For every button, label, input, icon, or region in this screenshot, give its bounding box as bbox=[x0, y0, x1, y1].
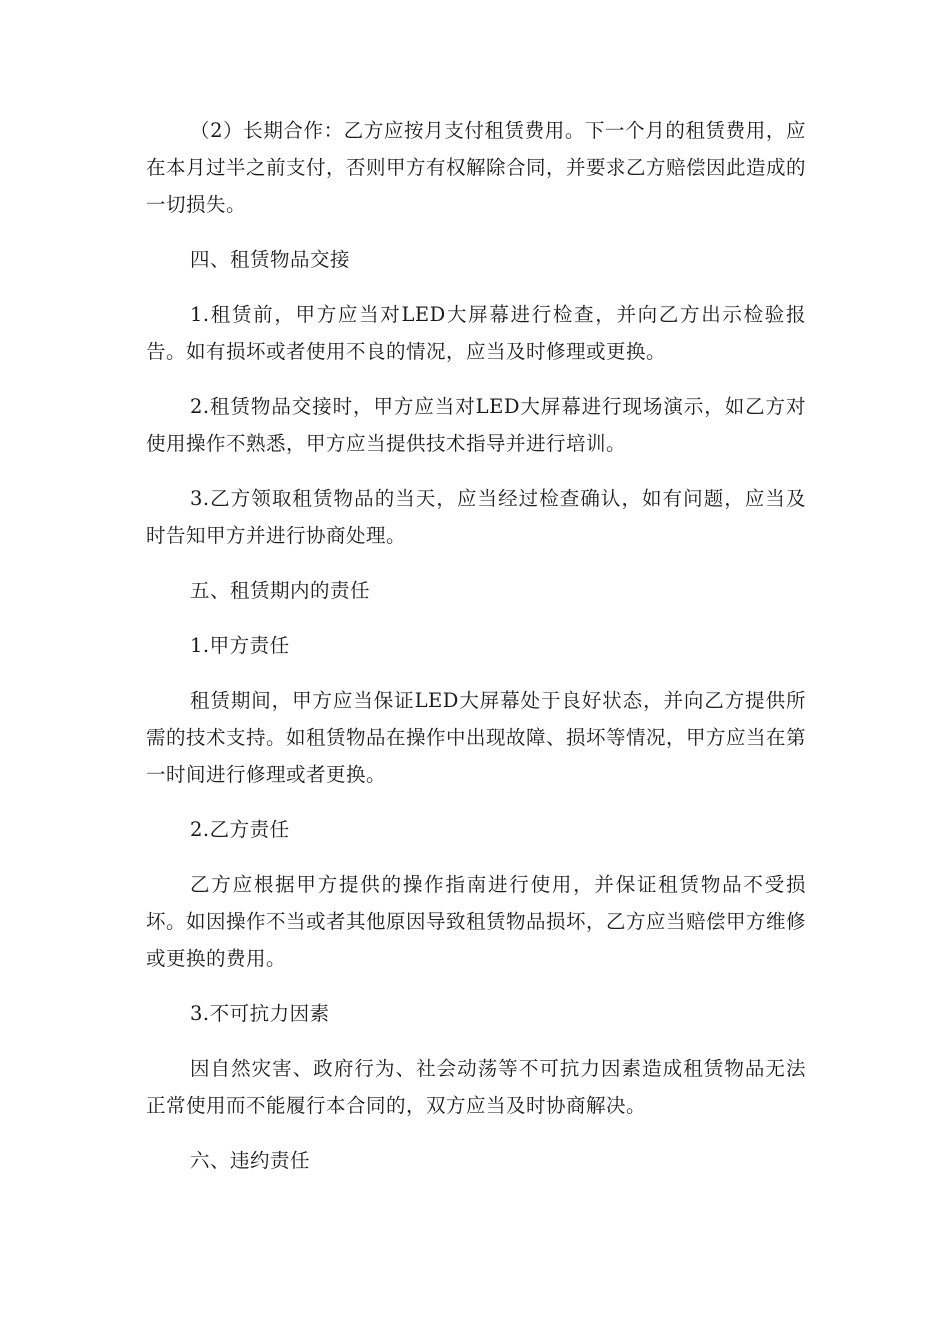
subheading-5-3: 3.不可抗力因素 bbox=[190, 1002, 330, 1025]
paragraph-long-term-payment: （2）长期合作：乙方应按月支付租赁费用。下一个月的租赁费用，应在本月过半之前支付，否则甲方有权解除合同，并要求乙方赔偿因此造成的一切损失。 bbox=[146, 119, 807, 216]
paragraph-4-3: 3.乙方领取租赁物品的当天，应当经过检查确认，如有问题，应当及时告知甲方并进行协商处理。 bbox=[146, 487, 806, 547]
paragraph-5-3: 因自然灾害、政府行为、社会动荡等不可抗力因素造成租赁物品无法正常使用而不能履行本合同的，双方应当及时协商解决。 bbox=[146, 1057, 806, 1117]
section-heading-4: 四、租赁物品交接 bbox=[190, 248, 351, 271]
paragraph-5-2: 乙方应根据甲方提供的操作指南进行使用，并保证租赁物品不受损坏。如因操作不当或者其他原因导致租赁物品损坏，乙方应当赔偿甲方维修或更换的费用。 bbox=[146, 873, 807, 970]
subheading-5-2: 2.乙方责任 bbox=[190, 818, 290, 841]
paragraph-4-1: 1.租赁前，甲方应当对LED大屏幕进行检查，并向乙方出示检验报告。如有损坏或者使用不良的情况，应当及时修理或更换。 bbox=[146, 303, 806, 363]
paragraph-5-1: 租赁期间，甲方应当保证LED大屏幕处于良好状态，并向乙方提供所需的技术支持。如租赁物品在操作中出现故障、损坏等情况，甲方应当在第一时间进行修理或者更换。 bbox=[146, 689, 807, 786]
section-heading-6: 六、违约责任 bbox=[190, 1149, 311, 1172]
paragraph-4-2: 2.租赁物品交接时，甲方应当对LED大屏幕进行现场演示，如乙方对使用操作不熟悉，甲方应当提供技术指导并进行培训。 bbox=[146, 395, 806, 455]
subheading-5-1: 1.甲方责任 bbox=[190, 634, 290, 657]
document-body bbox=[146, 112, 806, 1197]
section-heading-5: 五、租赁期内的责任 bbox=[190, 579, 371, 602]
